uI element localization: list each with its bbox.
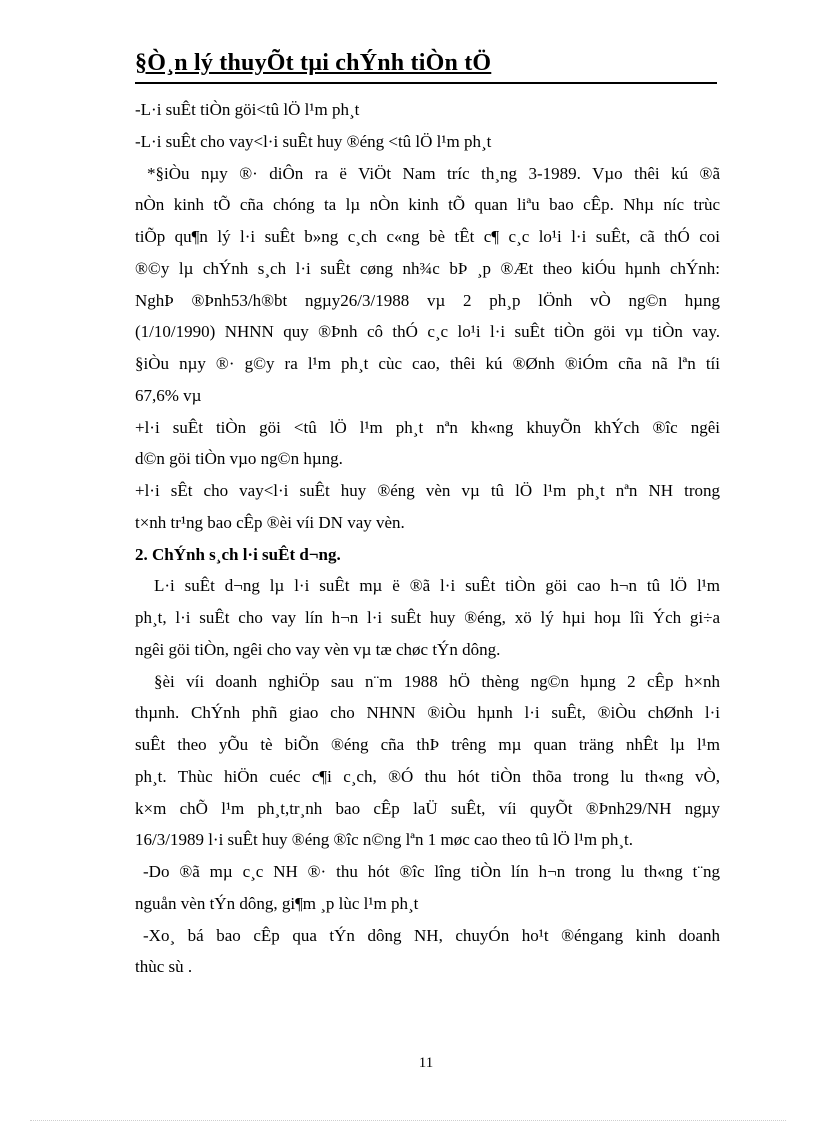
text-line: 16/3/1989 l·i suÊt huy ®éng ®îc n©ng lªn 1 møc cao theo tû lÖ l¹m ph¸t. (135, 830, 634, 850)
page-header (135, 50, 717, 84)
text-line: suÊt theo yÕu tè biÕn ®éng cña thÞ trêng mµ quan träng nhÊt lµ l¹m (135, 735, 720, 754)
text-line: k×m chÕ l¹m ph¸t,tr¸nh bao cÊp laÜ suÊt, víi quyÕt ®Þnh29/NH ngµy (135, 798, 720, 818)
text-line: 67,6% vµ (135, 385, 202, 405)
text-line: -Do ®ã mµ c¸c NH ®· thu hót ®îc lîng tiÒn lín h¬n trong lu th«ng t¨ng (143, 862, 720, 881)
text-line: +l·i suÊt tiÒn göi <tû lÖ l¹m ph¸t nªn kh«ng khuyÕn khÝch ®îc ngêi (135, 417, 720, 437)
page-number: 11 (418, 1055, 434, 1071)
text-line: *§iÒu nµy ®· diÔn ra ë ViÖt Nam tríc th¸ng 3-1989. Vµo thêi kú ®ã (147, 163, 720, 183)
text-line: L·i suÊt d¬ng lµ l·i suÊt mµ ë ®ã l·i suÊt tiÒn göi cao h¬n tû lÖ l¹m (154, 576, 720, 596)
text-line: NghÞ ®Þnh53/h®bt ngµy26/3/1988 vµ 2 ph¸p lÖnh vÒ ng©n hµng (135, 290, 720, 310)
text-line: §èi víi doanh nghiÖp sau n¨m 1988 hÖ thèng ng©n hµng 2 cÊp h×nh (154, 671, 720, 691)
text-line: (1/10/1990) NHNN quy ®Þnh cô thÓ c¸c lo¹i l·i suÊt tiÒn göi vµ tiÒn vay. (135, 322, 720, 342)
text-line: tiÕp qu¶n lý l·i suÊt b»ng c¸ch c«ng bè tÊt c¶ c¸c lo¹i l·i suÊt, cã thÓ coi (135, 227, 720, 246)
section-heading: 2. ChÝnh s¸ch l·i suÊt d¬ng. (135, 544, 341, 564)
text-line: d©n göi tiÒn vµo ng©n hµng. (135, 449, 343, 469)
text-line: ngêi göi tiÒn, ngêi cho vay vèn vµ tæ chøc tÝn dông. (135, 639, 501, 659)
text-line: thµnh. ChÝnh phñ giao cho NHNN ®iÒu hµnh l·i suÊt, ®iÒu chØnh l·i (135, 703, 720, 723)
text-line: ph¸t, l·i suÊt cho vay lín h¬n l·i suÊt huy ®éng, xö lý hµi hoµ lîi Ých gi÷a (135, 608, 720, 627)
text-line: -Xo¸ bá bao cÊp qua tÝn dông NH, chuyÓn ho¹t ®éngang kinh doanh (143, 925, 720, 945)
text-line: ®©y lµ chÝnh s¸ch l·i suÊt cøng nh¾c bÞ ¸p ®Æt theo kiÓu hµnh chÝnh: (135, 258, 720, 278)
text-line: t×nh tr¹ng bao cÊp ®èi víi DN vay vèn. (135, 512, 405, 532)
text-line: -L·i suÊt cho vay<l·i suÊt huy ®éng <tû lÖ l¹m ph¸t (135, 131, 492, 151)
text-line: §iÒu nµy ®· g©y ra l¹m ph¸t cùc cao, thêi kú ®Ønh ®iÓm cña nã lªn tíi (135, 354, 720, 373)
text-line: ph¸t. Thùc hiÖn cuéc c¶i c¸ch, ®Ó thu hót tiÒn thõa trong lu th«ng vÒ, (135, 766, 720, 786)
header-title: §Ò¸n lý thuyÕt tµi chÝnh tiÒn tÖ (135, 50, 492, 76)
footer-divider (30, 1120, 786, 1121)
text-line: -L·i suÊt tiÒn göi<tû lÖ l¹m ph¸t (135, 100, 360, 119)
body-text (135, 94, 720, 983)
text-line: thùc sù . (135, 957, 193, 977)
text-line: nguån vèn tÝn dông, gi¶m ¸p lùc l¹m ph¸t (135, 893, 419, 913)
text-line: +l·i sÊt cho vay<l·i suÊt huy ®éng vèn vµ tû lÖ l¹m ph¸t nªn NH trong (135, 481, 720, 500)
text-line: nÒn kinh tÕ cña chóng ta lµ nÒn kinh tÕ quan liªu bao cÊp. Nhµ níc trùc (135, 195, 720, 215)
